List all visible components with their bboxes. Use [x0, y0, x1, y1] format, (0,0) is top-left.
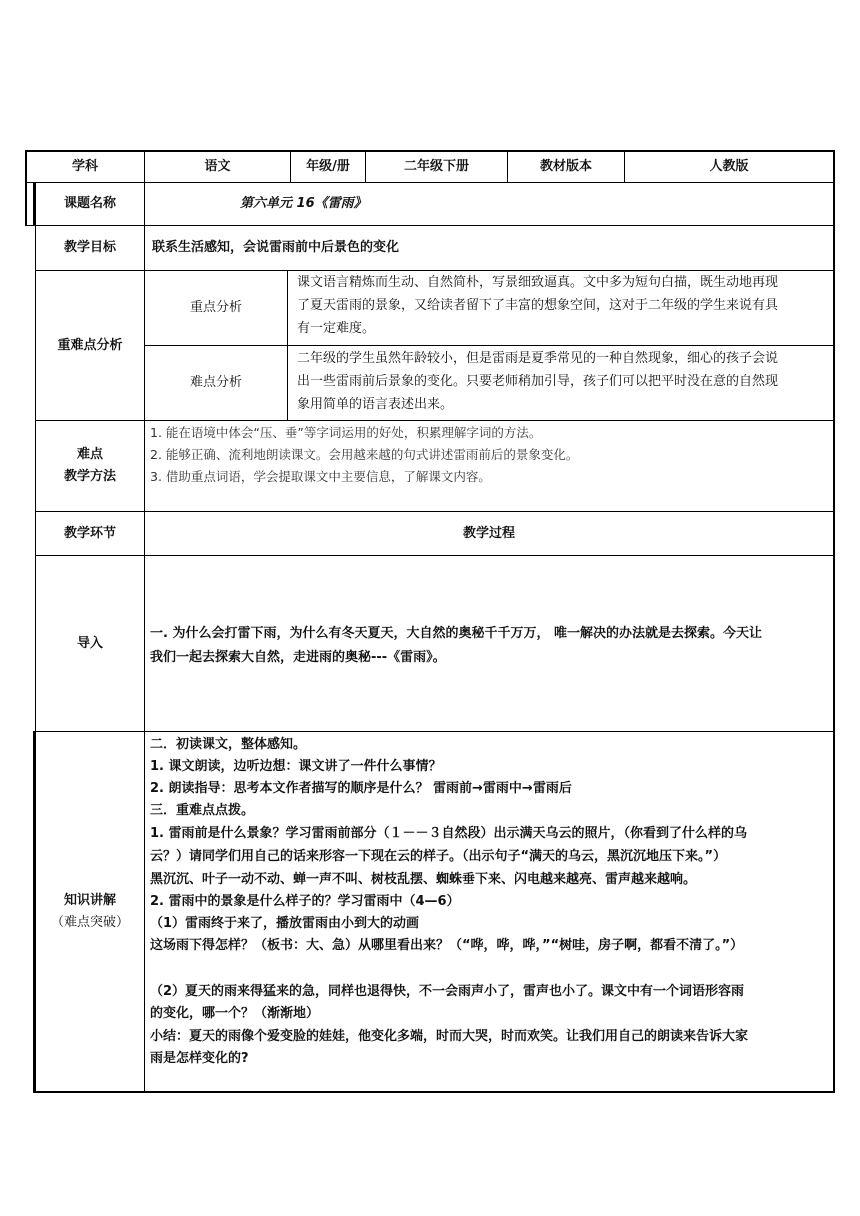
lesson-label: 课题名称	[63, 196, 116, 211]
key-analysis-line: 有一定难度。	[297, 321, 376, 336]
method-line: 3. 借助重点词语，学会提取课文中主要信息，了解课文内容。	[150, 469, 491, 484]
intro-label: 导入	[76, 635, 103, 651]
difficulty-analysis-line: 二年级的学生虽然年龄较小，但是雷雨是夏季常见的一种自然现象，细心的孩子会说	[297, 351, 779, 366]
intro-line: 一. 为什么会打雷下雨，为什么有冬天夏天，大自然的奥秘千千万万， 唯一解决的办法就是去探索。今天让	[150, 626, 762, 641]
method-label	[36, 421, 144, 511]
process-value: 教学过程	[462, 525, 515, 541]
grade-value: 二年级下册	[403, 158, 469, 174]
knowledge-line: 的变化，哪一个？（渐渐地）	[150, 1006, 320, 1021]
table-right-border	[833, 150, 835, 1093]
method-line: 2. 能够正确、流利地朗读课文。会用越来越的句式讲述雷雨前后的景象变化。	[150, 447, 579, 462]
method-label-line1: 难点	[76, 447, 103, 462]
goal-label: 教学目标	[63, 240, 116, 255]
knowledge-line: 2. 朗读指导：思考本文作者描写的顺序是什么？ 雷雨前→雷雨中→雷雨后	[150, 781, 572, 796]
knowledge-label-line1: 知识讲解	[63, 892, 116, 908]
knowledge-line: （1）雷雨终于来了，播放雷雨由小到大的动画	[150, 916, 420, 931]
process-label: 教学环节	[63, 525, 116, 541]
knowledge-line: 1. 雷雨前是什么景象？学习雷雨前部分（１－－３自然段）出示满天乌云的照片，（你看到了什么样的乌	[150, 826, 748, 841]
key-analysis-label: 重点分析	[189, 300, 242, 315]
method-label-line2: 教学方法	[63, 469, 116, 484]
knowledge-line: 二．初读课文，整体感知。	[150, 737, 307, 752]
analysis-label: 重难点分析	[57, 337, 123, 353]
knowledge-label-line2: （难点突破）	[50, 914, 129, 930]
table-col-line	[287, 270, 288, 421]
knowledge-line: 1. 课文朗读，边听边想：课文讲了一件什么事情？	[150, 759, 442, 774]
difficulty-analysis-label: 难点分析	[189, 375, 242, 390]
intro-line: 我们一起去探索大自然，走进雨的奥秘---《雷雨》。	[150, 650, 446, 665]
table-bottom-border	[35, 1091, 834, 1093]
knowledge-line: 这场雨下得怎样？（板书：大、急）从哪里看出来？（“哗，哗，哗，”“树哇，房子啊，都看不清了。”）	[150, 938, 744, 953]
table-row-line	[35, 555, 834, 556]
knowledge-line: 云？）请同学们用自己的话来形容一下现在云的样子。（出示句子“满天的乌云，黑沉沉地压下来。”）	[150, 849, 727, 864]
difficulty-analysis-line: 象用简单的语言表述出来。	[297, 397, 454, 412]
knowledge-label	[36, 732, 144, 1091]
subject-label: 学科	[71, 158, 98, 174]
goal-value: 联系生活感知，会说雷雨前中后景色的变化	[152, 240, 400, 255]
knowledge-line: （2）夏天的雨来得猛来的急，同样也退得快，不一会雨声小了，雷声也小了。课文中有一个词语形容雨	[150, 984, 745, 999]
knowledge-line: 雨是怎样变化的?	[150, 1051, 249, 1066]
table-row-line	[35, 731, 834, 732]
knowledge-line: 小结：夏天的雨像个爱变脸的娃娃，他变化多端，时而大哭，时而欢笑。让我们用自己的朗读来告诉大家	[150, 1029, 749, 1044]
difficulty-analysis-line: 出一些雷雨前后景象的变化。只要老师稍加引导，孩子们可以把平时没在意的自然现	[297, 374, 779, 389]
knowledge-line: 2. 雷雨中的景象是什么样子的？学习雷雨中（4—6）	[150, 894, 460, 909]
knowledge-line: 黑沉沉、叶子一动不动、蝉一声不叫、树枝乱摆、蜘蛛垂下来、闪电越来越亮、雷声越来越响。	[150, 872, 697, 887]
key-analysis-line: 了夏天雷雨的景象，又给读者留下了丰富的想象空间，这对于二年级的学生来说有具	[297, 298, 779, 313]
grade-label: 年级/册	[306, 158, 350, 174]
subject-value: 语文	[204, 158, 231, 174]
edition-label: 教材版本	[539, 158, 592, 174]
key-analysis-line: 课文语言精炼而生动、自然简朴，写景细致逼真。文中多为短句白描，既生动地再现	[297, 275, 779, 290]
knowledge-line: 三．重难点点拨。	[150, 803, 255, 818]
lesson-value: 第六单元 16《雷雨》	[240, 196, 367, 211]
method-line: 1. 能在语境中体会“压、垂”等字词运用的好处，积累理解字词的方法。	[150, 425, 542, 440]
edition-value: 人教版	[709, 158, 749, 174]
